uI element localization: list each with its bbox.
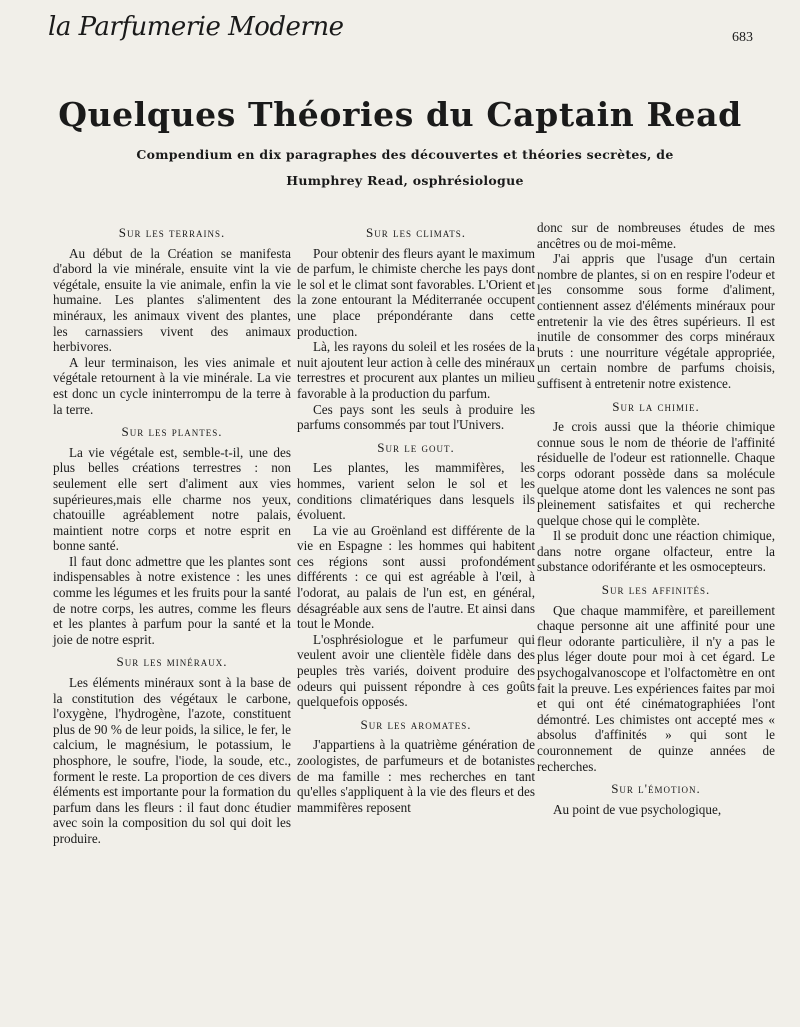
paragraph: J'appartiens à la quatrième génération de zoologistes, de parfumeurs et de botanistes de ma famille : mes recherches en tant qu'elles s'appliquent à la vie des fleurs et des mammifères reposent xyxy=(297,737,535,815)
column-2 xyxy=(297,225,535,815)
paragraph: Ces pays sont les seuls à produire les parfums consommés par tout l'Univers. xyxy=(297,401,535,433)
paragraph: Les éléments minéraux sont à la base de la constitution des végétaux le carbone, l'oxygène, l'hydrogène, l'azote, constituent plus de 90 % de leur poids, la silice, le fer, le calcium, le magnésium, le potassium, le phosphore, le soufre, l'iode, la soude, etc., forment le reste. La proportion de ces divers éléments est importante pour la formation du parfum dans les fleurs : il faut donc étudier avec soin la composition du sol qui doit les produire. xyxy=(53,675,291,846)
paragraph: Je crois aussi que la théorie chimique connue sous le nom de théorie de l'affinité résiduelle de l'odeur est rationnelle. Chaque corps odorant possède dans sa molécule quelque atome dont les valences ne sont pas pleinement satisfaites et qui recherche quelque chose qui le complète. xyxy=(537,419,775,528)
paragraph: La vie végétale est, semble-t-il, une des plus belles créations terrestres : non seulement elle sert d'aliment aux vies supérieures,mais elle charme nos yeux, chatouille agréablement notre palais, maintient notre corps et notre esprit en bonne santé. xyxy=(53,444,291,554)
page-number: 683 xyxy=(732,30,753,45)
paragraph: J'ai appris que l'usage d'un certain nombre de plantes, si on en respire l'odeur et les consomme sous forme d'aliment, contiennent assez d'éléments minéraux pour entretenir la vie des êtres supérieurs. Il est inutile de consommer des corps minéraux bruts : une nourriture végétale appropriée, un certain nombre de parfums choisis, suffisent à entretenir notre existence. xyxy=(537,251,775,391)
paragraph: Au point de vue psychologique, xyxy=(553,801,722,817)
section-heading-affinites: Sur les affinités. xyxy=(601,582,711,598)
section-heading-emotion: Sur l'émotion. xyxy=(611,781,701,797)
paragraph: Que chaque mammifère, et pareillement chaque personne ait une affinité pour une fleur odorante particulière, il n'y a pas le plus léger doute pour moi à cet égard. Le psychogalvanoscope et l'olfactomètre en ont fait la preuve. Les expériences faites par moi et qui ont été cinématographiées l'ont démontré. Les chimistes ont accepté mes « absolus d'affinités » qui sont le couronnement de quinze années de recherches. xyxy=(537,602,775,774)
paragraph: Là, les rayons du soleil et les rosées de la nuit ajoutent leur action à celle des minéraux terrestres et procurent aux plantes un milieu favorable à la production du parfum. xyxy=(297,339,535,401)
paragraph: L'osphrésiologue et le parfumeur qui veulent avoir une clientèle fidèle dans des peuples très variés, doivent produire des odeurs qui puissent répondre à ces goûts quelquefois opposés. xyxy=(297,631,535,710)
subtitle-line-2: Humphrey Read, osphrésiologue xyxy=(286,173,524,188)
section-heading-gout: Sur le gout. xyxy=(377,439,455,455)
paragraph: La vie au Groënland est différente de la vie en Espagne : les hommes qui habitent ces régions sont aussi profondément différents : ce qui est agréable à l'œil, à l'odorat, au palais de l'un est, en général, désagréable aux sens de l'autre. Et ainsi dans tout le Monde. xyxy=(297,522,535,632)
section-heading-mineraux: Sur les minéraux. xyxy=(116,654,228,670)
paragraph: Il se produit donc une réaction chimique, dans notre organe olfacteur, entre la substance odoriférante et les osmocepteurs. xyxy=(537,528,775,575)
article-subtitle xyxy=(60,142,750,194)
column-1 xyxy=(53,225,291,847)
paragraph: Pour obtenir des fleurs ayant le maximum de parfum, le chimiste cherche les pays dont le sol et le climat sont favorables. L'Orient et la zone entourant la Méditerranée occupent une place prépondérante dans cette production. xyxy=(297,245,535,339)
paragraph: Au début de la Création se manifesta d'abord la vie minérale, ensuite vint la vie végétale, ensuite la vie animale, enfin la vie humaine. Les plantes s'alimentent des minéraux, les animaux vivent des plantes, les carnassiers vivent des animaux herbivores. xyxy=(53,245,291,355)
journal-masthead: la Parfumerie Moderne xyxy=(48,12,344,42)
paragraph: Les plantes, les mammifères, les hommes, varient selon le sol et les conditions climatériques dans lesquels ils évoluent. xyxy=(297,460,535,523)
column-3 xyxy=(537,220,775,817)
section-heading-chimie: Sur la chimie. xyxy=(612,398,700,414)
paragraph: A leur terminaison, les vies animale et végétale retournent à la vie minérale. La vie est donc un cycle ininterrompu de la terre à la terre. xyxy=(53,354,291,417)
paragraph: Il faut donc admettre que les plantes sont indispensables à notre existence : les unes comme les légumes et les fruits pour la santé de notre corps, les autres, comme les fleurs et les plantes à parfum pour la santé et la joie de notre esprit. xyxy=(53,553,291,647)
section-heading-climats: Sur les climats. xyxy=(366,225,466,240)
section-heading-terrains: Sur les terrains. xyxy=(118,225,226,240)
section-heading-plantes: Sur les plantes. xyxy=(121,424,223,440)
section-heading-aromates: Sur les aromates. xyxy=(360,716,472,732)
article-title: Quelques Théories du Captain Read xyxy=(58,95,742,134)
paragraph-continuation: donc sur de nombreuses études de mes ancêtres ou de moi-même. xyxy=(537,220,775,251)
subtitle-line-1: Compendium en dix paragraphes des découvertes et théories secrètes, de xyxy=(136,147,674,162)
